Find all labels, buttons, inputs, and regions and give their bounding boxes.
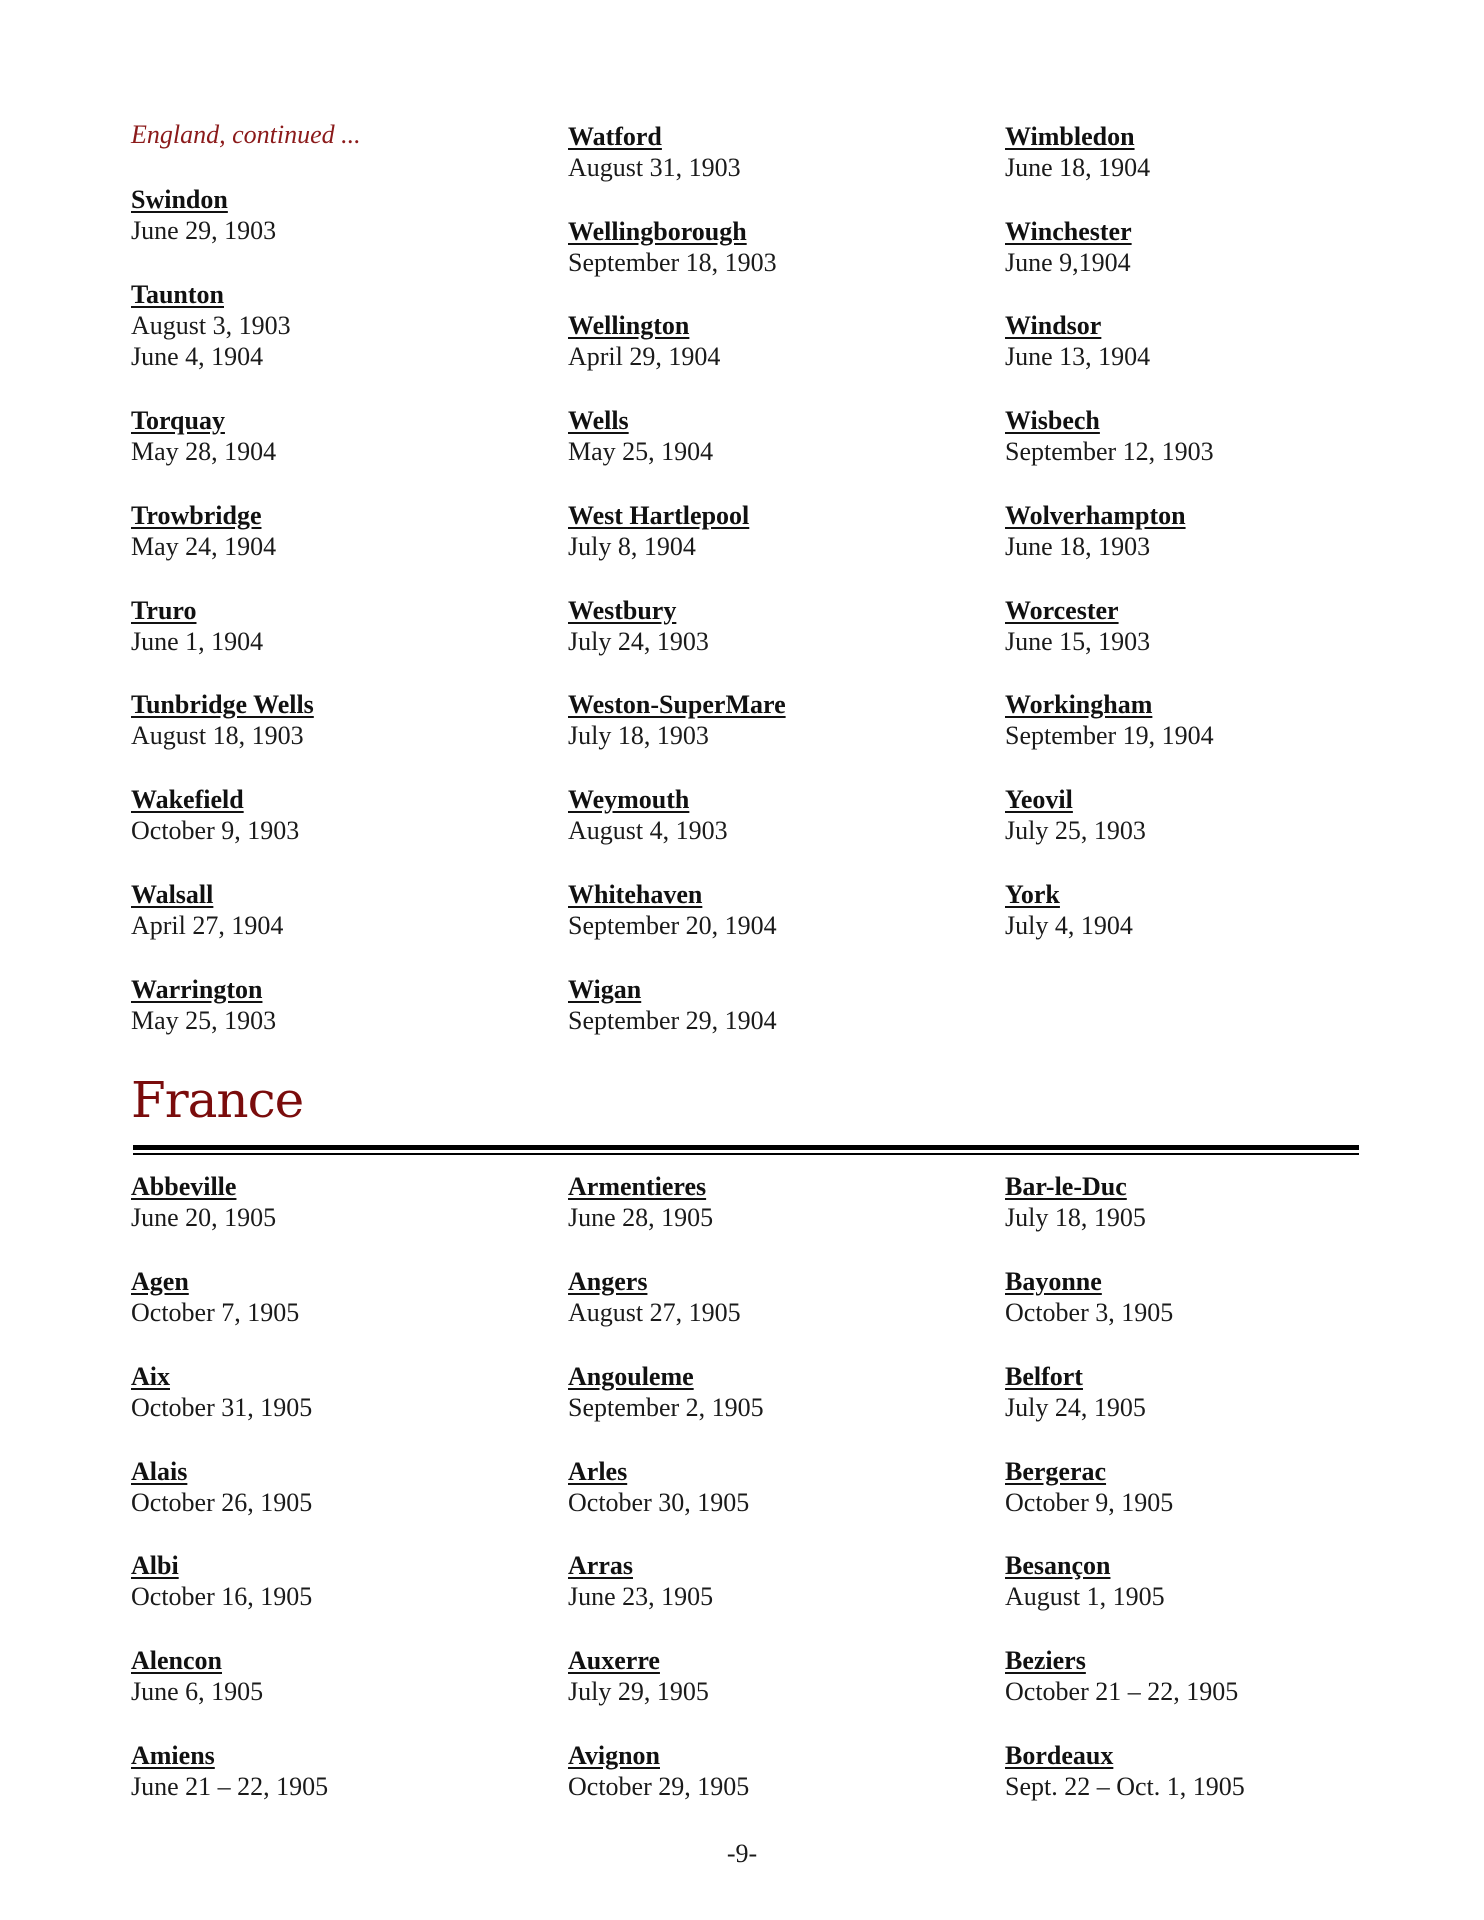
- visit-date: July 4, 1904: [1005, 911, 1133, 940]
- list-item: [568, 974, 988, 1036]
- city-name: Auxerre: [568, 1646, 660, 1675]
- list-item: [568, 784, 988, 846]
- list-item: [1005, 1266, 1425, 1328]
- visit-date: September 19, 1904: [1005, 721, 1214, 750]
- city-name: Bordeaux: [1005, 1741, 1114, 1770]
- visit-date: April 29, 1904: [568, 342, 721, 371]
- visit-date: October 9, 1905: [1005, 1488, 1174, 1517]
- city-name: Whitehaven: [568, 880, 703, 909]
- visit-date: August 18, 1903: [131, 721, 304, 750]
- list-item: [1005, 879, 1425, 941]
- visit-date: August 1, 1905: [1005, 1582, 1165, 1611]
- visit-date: June 20, 1905: [131, 1203, 277, 1232]
- visit-date: June 28, 1905: [568, 1203, 714, 1232]
- list-item: [131, 595, 551, 657]
- list-item: [131, 689, 551, 751]
- city-name: Wigan: [568, 975, 642, 1004]
- list-item: [568, 1740, 988, 1802]
- city-name: Trowbridge: [131, 501, 262, 530]
- visit-date: September 29, 1904: [568, 1006, 777, 1035]
- list-item: [131, 1740, 551, 1802]
- city-name: Wells: [568, 406, 629, 435]
- city-name: Wellington: [568, 311, 690, 340]
- list-item: [568, 405, 988, 467]
- city-name: Westbury: [568, 596, 677, 625]
- visit-date: June 18, 1904: [1005, 153, 1151, 182]
- visit-date: August 27, 1905: [568, 1298, 741, 1327]
- section-divider: [133, 1153, 1359, 1155]
- visit-date: June 9,1904: [1005, 248, 1131, 277]
- visit-date: May 28, 1904: [131, 437, 277, 466]
- list-item: [131, 974, 551, 1036]
- list-item: [131, 784, 551, 846]
- visit-date: July 24, 1905: [1005, 1393, 1146, 1422]
- england-continued-label: England, continued ...: [131, 120, 361, 149]
- list-item: [1005, 1645, 1425, 1707]
- list-item: [1005, 784, 1425, 846]
- visit-date: June 4, 1904: [131, 342, 264, 371]
- city-name: Albi: [131, 1551, 179, 1580]
- visit-date: September 20, 1904: [568, 911, 777, 940]
- city-name: Torquay: [131, 406, 225, 435]
- city-name: Angers: [568, 1267, 648, 1296]
- visit-date: July 24, 1903: [568, 627, 709, 656]
- city-name: Bayonne: [1005, 1267, 1102, 1296]
- page-number: -9-: [726, 1839, 758, 1868]
- city-name: Truro: [131, 596, 197, 625]
- list-item: [568, 1456, 988, 1518]
- city-name: Belfort: [1005, 1362, 1083, 1391]
- city-name: West Hartlepool: [568, 501, 750, 530]
- city-name: Alais: [131, 1457, 188, 1486]
- city-name: Windsor: [1005, 311, 1102, 340]
- visit-date: July 25, 1903: [1005, 816, 1146, 845]
- list-item: [1005, 1740, 1425, 1802]
- visit-date: June 15, 1903: [1005, 627, 1151, 656]
- city-name: Workingham: [1005, 690, 1153, 719]
- city-name: Besançon: [1005, 1551, 1111, 1580]
- visit-date: August 31, 1903: [568, 153, 741, 182]
- city-name: Arras: [568, 1551, 633, 1580]
- city-name: Aix: [131, 1362, 170, 1391]
- city-name: Worcester: [1005, 596, 1119, 625]
- city-name: Warrington: [131, 975, 263, 1004]
- visit-date: May 25, 1904: [568, 437, 714, 466]
- list-item: [131, 1266, 551, 1328]
- visit-date: June 6, 1905: [131, 1677, 264, 1706]
- list-item: [131, 1550, 551, 1612]
- list-item: [131, 1456, 551, 1518]
- visit-date: October 9, 1903: [131, 816, 300, 845]
- list-item: [1005, 1171, 1425, 1233]
- city-name: Taunton: [131, 280, 224, 309]
- visit-date: June 29, 1903: [131, 216, 277, 245]
- city-name: Wakefield: [131, 785, 244, 814]
- list-item: [1005, 1361, 1425, 1423]
- visit-date: October 3, 1905: [1005, 1298, 1174, 1327]
- visit-date: May 25, 1903: [131, 1006, 277, 1035]
- list-item: [568, 1266, 988, 1328]
- list-item: [568, 1361, 988, 1423]
- list-item: [568, 121, 988, 183]
- visit-date: July 29, 1905: [568, 1677, 709, 1706]
- visit-date: October 21 – 22, 1905: [1005, 1677, 1239, 1706]
- visit-date: October 30, 1905: [568, 1488, 750, 1517]
- list-item: [568, 1171, 988, 1233]
- visit-date: July 18, 1905: [1005, 1203, 1146, 1232]
- city-name: Winchester: [1005, 217, 1132, 246]
- city-name: Abbeville: [131, 1172, 237, 1201]
- list-item: [568, 310, 988, 372]
- visit-date: June 21 – 22, 1905: [131, 1772, 329, 1801]
- city-name: Beziers: [1005, 1646, 1086, 1675]
- city-name: Wisbech: [1005, 406, 1100, 435]
- visit-date: October 31, 1905: [131, 1393, 313, 1422]
- visit-date: August 4, 1903: [568, 816, 728, 845]
- city-name: Armentieres: [568, 1172, 707, 1201]
- city-name: Bergerac: [1005, 1457, 1107, 1486]
- visit-date: Sept. 22 – Oct. 1, 1905: [1005, 1772, 1245, 1801]
- list-item: [1005, 689, 1425, 751]
- city-name: Weymouth: [568, 785, 690, 814]
- list-item: [568, 689, 988, 751]
- list-item: [131, 279, 551, 372]
- section-divider: [133, 1145, 1359, 1150]
- list-item: [568, 500, 988, 562]
- visit-date: June 1, 1904: [131, 627, 264, 656]
- list-item: [1005, 595, 1425, 657]
- list-item: [131, 1361, 551, 1423]
- visit-date: June 23, 1905: [568, 1582, 714, 1611]
- list-item: [1005, 216, 1425, 278]
- list-item: [131, 405, 551, 467]
- city-name: Alencon: [131, 1646, 222, 1675]
- section-title-france: France: [131, 1071, 304, 1129]
- list-item: [1005, 121, 1425, 183]
- visit-date: July 8, 1904: [568, 532, 696, 561]
- visit-date: July 18, 1903: [568, 721, 709, 750]
- visit-date: October 7, 1905: [131, 1298, 300, 1327]
- city-name: York: [1005, 880, 1060, 909]
- list-item: [568, 595, 988, 657]
- city-name: Yeovil: [1005, 785, 1073, 814]
- visit-date: April 27, 1904: [131, 911, 284, 940]
- visit-date: October 29, 1905: [568, 1772, 750, 1801]
- visit-date: September 2, 1905: [568, 1393, 764, 1422]
- visit-date: August 3, 1903: [131, 311, 291, 340]
- list-item: [131, 1171, 551, 1233]
- list-item: [568, 1550, 988, 1612]
- city-name: Agen: [131, 1267, 189, 1296]
- list-item: [568, 1645, 988, 1707]
- city-name: Wolverhampton: [1005, 501, 1186, 530]
- visit-date: September 18, 1903: [568, 248, 777, 277]
- list-item: [131, 1645, 551, 1707]
- city-name: Amiens: [131, 1741, 215, 1770]
- list-item: [1005, 1550, 1425, 1612]
- city-name: Arles: [568, 1457, 628, 1486]
- list-item: [1005, 310, 1425, 372]
- list-item: [1005, 500, 1425, 562]
- city-name: Walsall: [131, 880, 214, 909]
- visit-date: October 16, 1905: [131, 1582, 313, 1611]
- city-name: Wellingborough: [568, 217, 747, 246]
- city-name: Weston-SuperMare: [568, 690, 786, 719]
- city-name: Bar-le-Duc: [1005, 1172, 1127, 1201]
- visit-date: June 13, 1904: [1005, 342, 1151, 371]
- city-name: Wimbledon: [1005, 122, 1135, 151]
- visit-date: October 26, 1905: [131, 1488, 313, 1517]
- list-item: [131, 184, 551, 246]
- list-item: [1005, 405, 1425, 467]
- visit-date: September 12, 1903: [1005, 437, 1214, 466]
- list-item: [131, 879, 551, 941]
- list-item: [131, 500, 551, 562]
- city-name: Swindon: [131, 185, 228, 214]
- list-item: [568, 216, 988, 278]
- city-name: Angouleme: [568, 1362, 694, 1391]
- visit-date: June 18, 1903: [1005, 532, 1151, 561]
- city-name: Tunbridge Wells: [131, 690, 314, 719]
- visit-date: May 24, 1904: [131, 532, 277, 561]
- city-name: Avignon: [568, 1741, 660, 1770]
- city-name: Watford: [568, 122, 662, 151]
- list-item: [568, 879, 988, 941]
- list-item: [1005, 1456, 1425, 1518]
